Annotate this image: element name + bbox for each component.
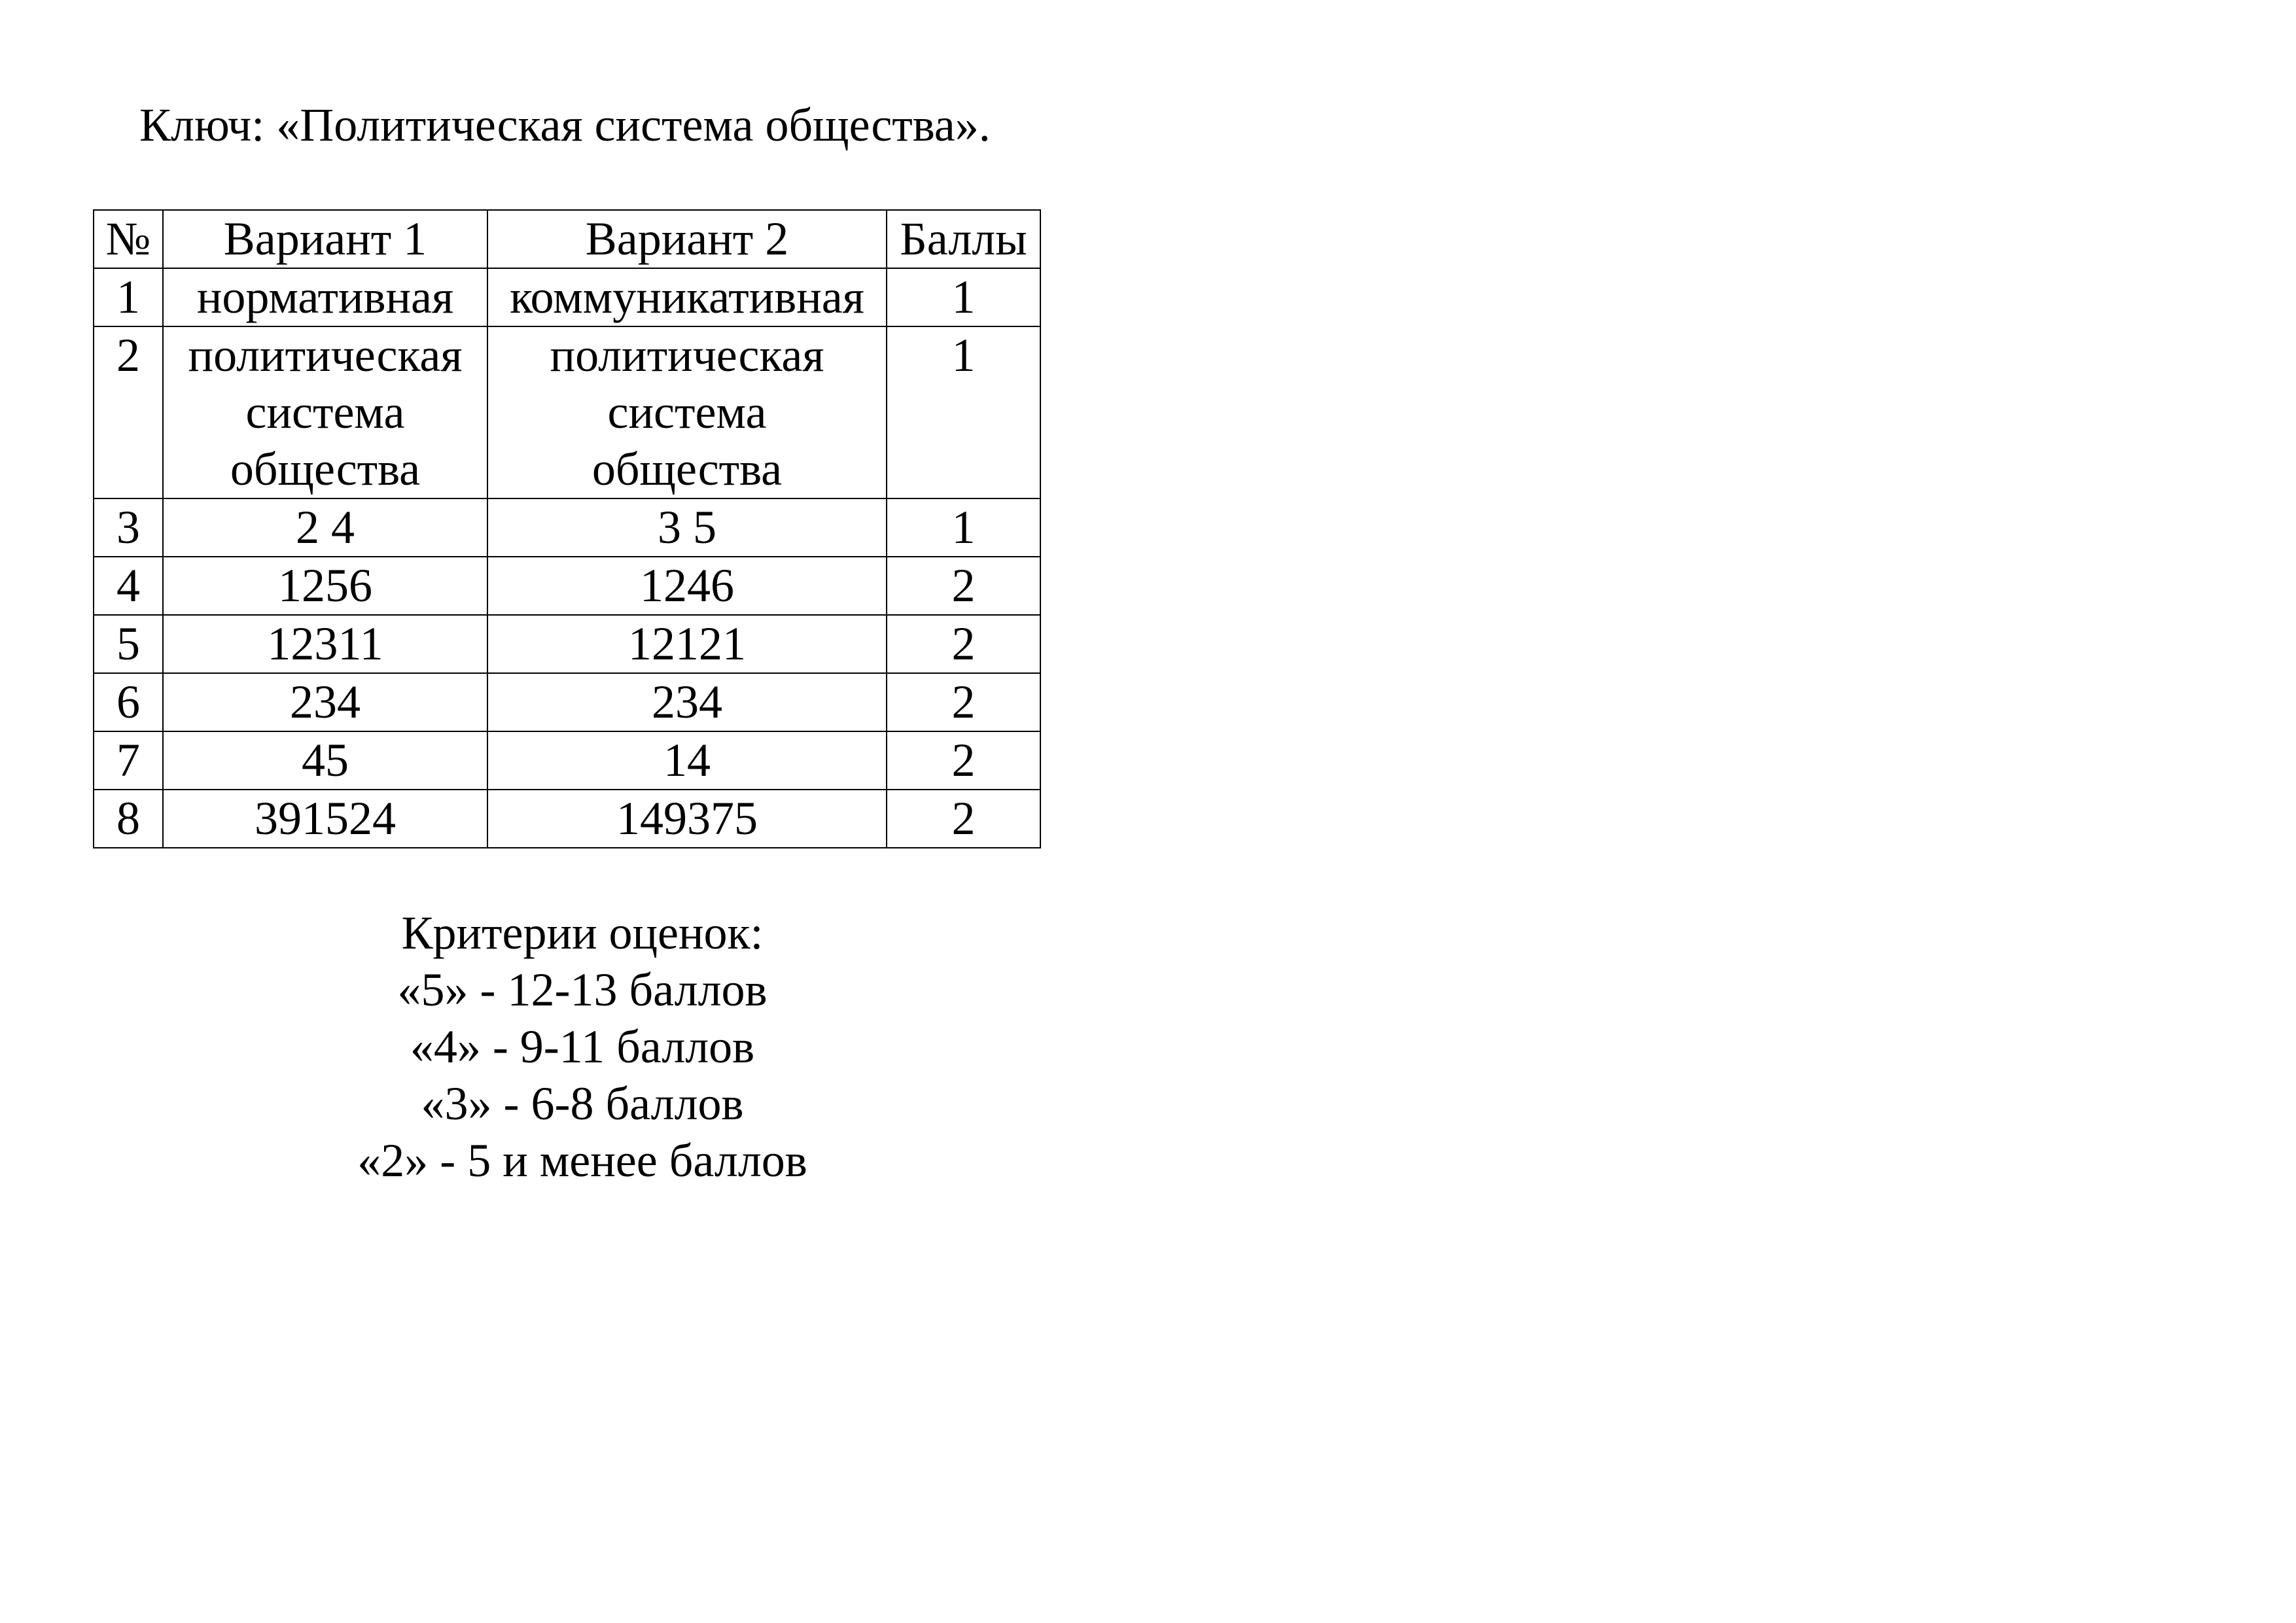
cell-variant-2: 234: [487, 673, 887, 731]
cell-variant-2: [487, 326, 887, 498]
page-title: Ключ: «Политическая система общества».: [139, 99, 991, 151]
cell-line: система: [607, 386, 767, 438]
criteria-line: «3» - 6-8 баллов: [421, 1077, 744, 1130]
cell-number: 5: [94, 615, 163, 673]
table-row: [94, 557, 1040, 615]
cell-number: 4: [94, 557, 163, 615]
cell-number: 1: [94, 268, 163, 326]
table-row: [94, 498, 1040, 557]
cell-score: 1: [887, 498, 1040, 557]
cell-score: 2: [887, 557, 1040, 615]
header-score: Баллы: [887, 210, 1040, 268]
table-row: [94, 268, 1040, 326]
table-row: [94, 731, 1040, 790]
cell-line: политическая: [188, 329, 463, 381]
cell-variant-1: 1256: [163, 557, 487, 615]
cell-number: 6: [94, 673, 163, 731]
table-header-row: [94, 210, 1040, 268]
header-variant-2: Вариант 2: [487, 210, 887, 268]
cell-score: 2: [887, 790, 1040, 848]
cell-variant-1: 45: [163, 731, 487, 790]
cell-variant-1: [163, 326, 487, 498]
header-number: №: [94, 210, 163, 268]
cell-line: система: [245, 386, 405, 438]
cell-variant-2: коммуникативная: [487, 268, 887, 326]
cell-score: 2: [887, 673, 1040, 731]
table-row: [94, 673, 1040, 731]
table-row: [94, 615, 1040, 673]
cell-score: 2: [887, 615, 1040, 673]
criteria-line: «4» - 9-11 баллов: [410, 1021, 755, 1073]
cell-score: 2: [887, 731, 1040, 790]
criteria-line: «5» - 12-13 баллов: [397, 964, 768, 1016]
table-row: [94, 790, 1040, 848]
cell-number: 8: [94, 790, 163, 848]
header-variant-1: Вариант 1: [163, 210, 487, 268]
table-row: [94, 326, 1040, 498]
cell-number: 2: [94, 326, 163, 498]
cell-variant-1: 12311: [163, 615, 487, 673]
answer-key-table: [93, 209, 1041, 848]
cell-variant-2: 3 5: [487, 498, 887, 557]
cell-number: 3: [94, 498, 163, 557]
grading-criteria: [255, 905, 910, 1189]
cell-variant-1: 2 4: [163, 498, 487, 557]
criteria-heading: Критерии оценок:: [401, 907, 764, 959]
cell-score: 1: [887, 268, 1040, 326]
cell-line: общества: [230, 443, 421, 495]
cell-variant-1: 234: [163, 673, 487, 731]
cell-line: политическая: [550, 329, 824, 381]
cell-score: 1: [887, 326, 1040, 498]
cell-variant-2: 1246: [487, 557, 887, 615]
cell-variant-2: 14: [487, 731, 887, 790]
cell-variant-2: 12121: [487, 615, 887, 673]
cell-variant-2: 149375: [487, 790, 887, 848]
cell-variant-1: 391524: [163, 790, 487, 848]
cell-variant-1: нормативная: [163, 268, 487, 326]
cell-line: общества: [592, 443, 783, 495]
cell-number: 7: [94, 731, 163, 790]
criteria-line: «2» - 5 и менее баллов: [357, 1134, 807, 1187]
